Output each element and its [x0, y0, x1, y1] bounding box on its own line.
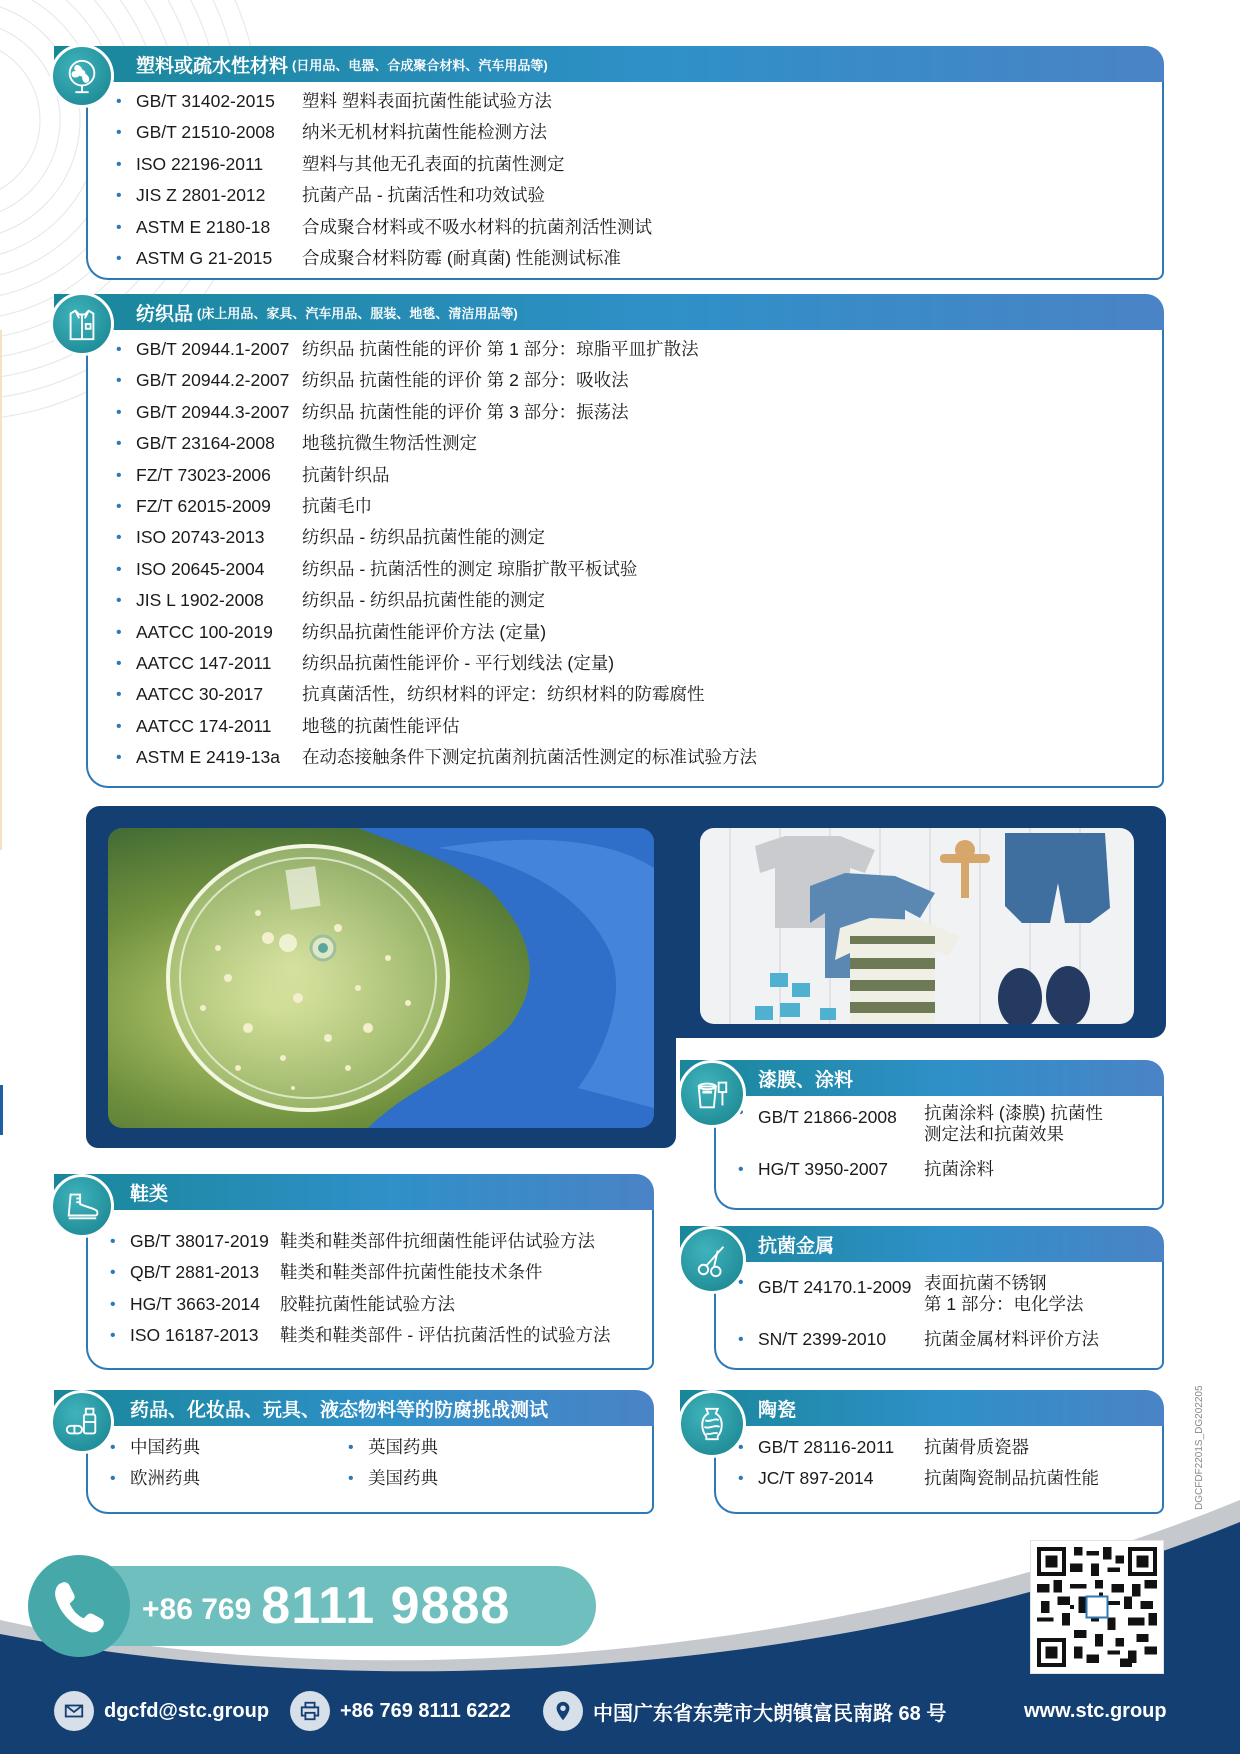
- list-item: [116, 117, 547, 148]
- list-item: [116, 522, 546, 553]
- standard-description: 纺织品 - 纺织品抗菌性能的测定: [302, 527, 546, 548]
- standard-description: 塑料与其他无孔表面的抗菌性测定: [302, 153, 565, 174]
- standard-description: 纳米无机材料抗菌性能检测方法: [302, 122, 547, 143]
- textiles-title: 纺织品: [136, 303, 194, 325]
- pharma-title: 药品、化妆品、玩具、液态物料等的防腐挑战测试: [130, 1399, 549, 1421]
- list-item: [738, 1102, 1103, 1154]
- standard-description: 抗菌金属材料评价方法: [924, 1329, 1099, 1349]
- standard-description: 纺织品 抗菌性能的评价 第 2 部分：吸收法: [302, 370, 629, 391]
- list-item: [116, 212, 652, 243]
- standard-description: 鞋类和鞋类部件抗菌性能技术条件: [280, 1262, 543, 1283]
- standard-description: 抗菌针织品: [302, 464, 390, 485]
- list-item: [110, 1320, 611, 1351]
- standard-code: GB/T 21510-2008: [136, 122, 275, 143]
- list-item: [110, 1289, 455, 1320]
- standard-description-line2: 第 1 部分：电化学法: [924, 1294, 1084, 1314]
- metals-section: [680, 1226, 1164, 1370]
- shirt-icon: [50, 292, 114, 356]
- standard-code: GB/T 31402-2015: [136, 91, 275, 111]
- pharma-section: [54, 1390, 654, 1514]
- standard-code: GB/T 20944.1-2007: [136, 339, 290, 359]
- list-item: • 英国药典: [348, 1432, 438, 1463]
- standard-description: 合成聚合材料或不吸水材料的抗菌剂活性测试: [302, 216, 652, 237]
- standard-description: 纺织品抗菌性能评价方法 (定量): [302, 621, 547, 642]
- metals-body: [714, 1262, 1164, 1370]
- phone-icon: [28, 1555, 130, 1657]
- plastics-title: 塑料或疏水性材料: [136, 55, 289, 77]
- standard-code: ASTM E 2419-13a: [136, 747, 280, 768]
- shoes-title: 鞋类: [130, 1183, 169, 1205]
- list-item: [116, 711, 460, 742]
- standard-code: HG/T 3663-2014: [130, 1293, 261, 1314]
- pharma-body: [86, 1426, 654, 1514]
- standard-code: AATCC 147-2011: [136, 653, 272, 674]
- standard-description: 纺织品 抗菌性能的评价 第 3 部分：振荡法: [302, 401, 629, 422]
- coatings-title: 漆膜、涂料: [758, 1069, 854, 1091]
- textiles-body: [86, 330, 1164, 788]
- list-item: [116, 585, 546, 616]
- standard-code: QB/T 2881-2013: [130, 1262, 260, 1283]
- ceramics-list: [738, 1432, 1099, 1495]
- list-item: • 欧洲药典: [110, 1463, 200, 1494]
- fax-text: +86 769 8111 6222: [340, 1699, 511, 1722]
- list-item: [116, 679, 705, 710]
- phone-banner[interactable]: [60, 1566, 596, 1646]
- textiles-section: [54, 294, 1164, 788]
- standard-description: 纺织品 - 纺织品抗菌性能的测定: [302, 590, 546, 611]
- ceramics-body: [714, 1426, 1164, 1514]
- ceramics-section: [680, 1390, 1164, 1514]
- standard-description: 抗菌毛巾: [302, 496, 372, 517]
- contact-row: [0, 1690, 1240, 1732]
- envelope-icon: [54, 1691, 94, 1731]
- phone-number: 8111 9888: [261, 1577, 511, 1635]
- standard-description: 抗菌涂料 (漆膜) 抗菌性: [924, 1103, 1103, 1123]
- location-pin-icon: [543, 1691, 583, 1731]
- left-edge-accent: [0, 330, 2, 850]
- list-item: [116, 742, 757, 773]
- textiles-subtitle: (床上用品、家具、汽车用品、服装、地毯、清洁用品等): [197, 305, 518, 321]
- paint-bucket-icon: [678, 1060, 746, 1128]
- standard-description-line2: 测定法和抗菌效果: [924, 1124, 1064, 1144]
- website-text: www.stc.group: [1024, 1699, 1167, 1722]
- phone-prefix: +86 769: [142, 1593, 252, 1626]
- metals-header: [680, 1226, 1164, 1262]
- standard-code: GB/T 20944.2-2007: [136, 370, 290, 391]
- metals-list: [738, 1272, 1099, 1355]
- standard-description: 纺织品抗菌性能评价 - 平行划线法 (定量): [302, 653, 615, 674]
- list-item: [116, 334, 699, 365]
- standard-code: ASTM G 21-2015: [136, 248, 273, 269]
- standard-code: GB/T 24170.1-2009: [758, 1277, 912, 1297]
- plastics-header: [54, 46, 1164, 82]
- standard-description: 抗菌骨质瓷器: [924, 1437, 1029, 1457]
- list-item: [116, 86, 552, 117]
- list-item: [110, 1257, 543, 1288]
- standard-description: 纺织品 抗菌性能的评价 第 1 部分：琼脂平皿扩散法: [302, 339, 699, 359]
- standard-code: GB/T 28116-2011: [758, 1437, 895, 1457]
- shoes-list: [110, 1226, 611, 1352]
- standard-code: JIS Z 2801-2012: [136, 185, 266, 206]
- standard-code: ASTM E 2180-18: [136, 216, 271, 237]
- scissors-icon: [678, 1226, 746, 1294]
- standard-code: GB/T 20944.3-2007: [136, 401, 290, 422]
- list-item: • 中国药典: [110, 1432, 200, 1463]
- ceramics-header: [680, 1390, 1164, 1426]
- list-item: [116, 491, 372, 522]
- standard-code: FZ/T 62015-2009: [136, 496, 271, 517]
- standard-code: AATCC 174-2011: [136, 715, 272, 736]
- plastics-body: [86, 82, 1164, 280]
- list-item: [116, 180, 546, 211]
- standard-description: 抗菌陶瓷制品抗菌性能: [924, 1468, 1099, 1489]
- standard-description: 在动态接触条件下测定抗菌剂抗菌活性测定的标准试验方法: [302, 747, 757, 768]
- address-contact: [543, 1690, 946, 1732]
- standard-code: ISO 16187-2013: [130, 1325, 259, 1346]
- list-item: [116, 243, 621, 274]
- list-item: [116, 554, 638, 585]
- standard-code: ISO 22196-2011: [136, 153, 264, 174]
- standard-code: GB/T 38017-2019: [130, 1231, 269, 1251]
- plastics-subtitle: (日用品、电器、合成聚合材料、汽车用品等): [292, 57, 548, 73]
- shoe-icon: [50, 1174, 114, 1238]
- medicine-icon: [50, 1390, 114, 1454]
- printer-icon: [290, 1691, 330, 1731]
- shoes-section: [54, 1174, 654, 1370]
- list-item: [738, 1272, 1084, 1324]
- standard-code: FZ/T 73023-2006: [136, 464, 271, 485]
- list-item: [116, 428, 477, 459]
- standard-description: 鞋类和鞋类部件抗细菌性能评估试验方法: [280, 1231, 595, 1251]
- metals-title: 抗菌金属: [758, 1235, 835, 1257]
- shoes-header: [54, 1174, 654, 1210]
- standard-code: ISO 20645-2004: [136, 558, 265, 579]
- list-item: [116, 365, 629, 396]
- standard-code: GB/T 21866-2008: [758, 1107, 897, 1127]
- list-item: [738, 1432, 1029, 1463]
- standard-code: SN/T 2399-2010: [758, 1329, 887, 1349]
- coatings-header: [680, 1060, 1164, 1096]
- shoes-body: [86, 1210, 654, 1370]
- coatings-list: [738, 1102, 1103, 1185]
- standard-description: 合成聚合材料防霉 (耐真菌) 性能测试标准: [302, 248, 621, 269]
- website-link[interactable]: [1024, 1690, 1167, 1732]
- list-item: • 美国药典: [348, 1463, 438, 1494]
- qr-code[interactable]: [1030, 1540, 1164, 1674]
- fax-contact[interactable]: [290, 1690, 511, 1732]
- standard-description: 地毯的抗菌性能评估: [302, 715, 460, 736]
- vase-icon: [678, 1390, 746, 1458]
- standard-code: JC/T 897-2014: [758, 1468, 874, 1489]
- list-item: [116, 397, 629, 428]
- standard-code: ISO 20743-2013: [136, 527, 265, 548]
- list-item: [738, 1463, 1099, 1494]
- petri-dish-photo: [108, 828, 654, 1128]
- address-text: 中国广东省东莞市大朗镇富民南路 68 号: [593, 1702, 947, 1725]
- standard-description: 抗菌涂料: [924, 1159, 994, 1179]
- standard-description: 表面抗菌不锈钢: [924, 1273, 1047, 1293]
- email-text: dgcfd@stc.group: [104, 1699, 270, 1722]
- standard-description: 塑料 塑料表面抗菌性能试验方法: [302, 91, 552, 111]
- plastics-list: [116, 86, 652, 274]
- standard-description: 地毯抗微生物活性测定: [302, 433, 477, 454]
- pharma-header: [54, 1390, 654, 1426]
- standard-description: 胶鞋抗菌性能试验方法: [280, 1293, 455, 1314]
- plastics-section: [54, 46, 1164, 280]
- standard-code: AATCC 100-2019: [136, 621, 273, 642]
- document-code: DGCFDF2201S_DG202205: [1194, 1385, 1205, 1510]
- standard-description: 抗菌产品 - 抗菌活性和功效试验: [302, 185, 546, 206]
- list-item: [116, 617, 547, 648]
- list-item: [116, 648, 615, 679]
- list-item: [738, 1154, 994, 1185]
- standard-description: 抗真菌活性，纺织材料的评定：纺织材料的防霉腐性: [302, 684, 705, 705]
- kids-clothes-photo: [700, 828, 1134, 1024]
- standard-description: 鞋类和鞋类部件 - 评估抗菌活性的试验方法: [280, 1325, 611, 1346]
- standard-code: HG/T 3950-2007: [758, 1159, 889, 1179]
- list-item: [110, 1226, 595, 1257]
- standard-code: JIS L 1902-2008: [136, 590, 264, 611]
- list-item: [738, 1324, 1099, 1355]
- coatings-body: [714, 1096, 1164, 1210]
- standard-description: 纺织品 - 抗菌活性的测定 琼脂扩散平板试验: [302, 558, 638, 579]
- list-item: [116, 460, 390, 491]
- fan-icon: [50, 44, 114, 108]
- left-edge-bar: [0, 1085, 3, 1135]
- ceramics-title: 陶瓷: [758, 1399, 797, 1421]
- standard-code: GB/T 23164-2008: [136, 433, 275, 454]
- email-contact[interactable]: [54, 1690, 269, 1732]
- textiles-list: [116, 334, 757, 774]
- list-item: [116, 149, 565, 180]
- textiles-header: [54, 294, 1164, 330]
- standard-code: AATCC 30-2017: [136, 684, 264, 705]
- coatings-section: [680, 1060, 1164, 1210]
